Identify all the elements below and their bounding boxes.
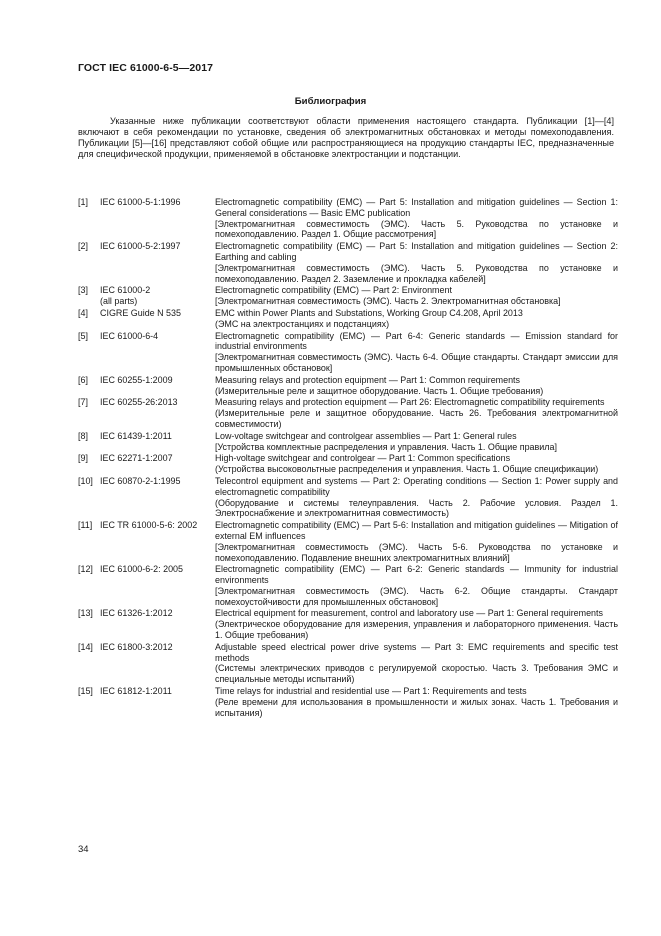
page-number: 34 bbox=[78, 844, 89, 855]
reference-description bbox=[215, 397, 618, 429]
reference-code: IEC 61000-6-2: 2005 bbox=[100, 564, 183, 575]
reference-code: CIGRE Guide N 535 bbox=[100, 307, 181, 318]
reference-description bbox=[215, 564, 618, 607]
reference-number: [4] bbox=[78, 307, 88, 318]
reference-title-line: (Реле времени для использования в промышленности и жилых зонах. Часть 1. Требования и испытания) bbox=[215, 696, 618, 718]
reference-title-line: [Электромагнитная совместимость (ЭМС). Часть 5-6. Руководства по установке и помехоподавлению. Подавление внешних электромагнитных влияний] bbox=[215, 541, 618, 563]
reference-number: [10] bbox=[78, 475, 93, 486]
reference-code: IEC 61000-5-2:1997 bbox=[100, 241, 181, 252]
reference-entry bbox=[78, 397, 618, 429]
reference-title-line: (Устройства высоковольтные распределения и управления. Часть 1. Общие спецификации) bbox=[215, 464, 599, 475]
reference-code: IEC 61000-5-1:1996 bbox=[100, 197, 181, 207]
reference-title-line: Telecontrol equipment and systems — Part 2: Operating conditions — Section 1: Power supply and electromagnetic compatibility bbox=[215, 475, 618, 497]
reference-number: [8] bbox=[78, 430, 88, 441]
reference-number: [11] bbox=[78, 520, 93, 531]
reference-title-line: (Измерительные реле и защитное оборудование. Часть 26. Требования электромагнитной совместимости) bbox=[215, 408, 618, 429]
document-code: ГОСТ IEC 61000-6-5—2017 bbox=[78, 62, 214, 74]
reference-code: IEC 61326-1:2012 bbox=[100, 608, 173, 619]
reference-title-line: Low-voltage switchgear and controlgear assemblies — Part 1: General rules bbox=[215, 430, 517, 441]
reference-code: IEC 61800-3:2012 bbox=[100, 641, 173, 652]
reference-description bbox=[215, 331, 618, 374]
reference-number: [14] bbox=[78, 641, 93, 652]
intro-paragraph: Указанные ниже публикации соответствуют области применения настоящего стандарта. Публикации [1]—[4] включают в себя рекомендации по установке, сведения об электромагнитных обстановках и методы помехоподавления. Публикации [5]—[16] представляют собой общие или распространяющиеся на продукцию стандарты IEC, предназначенные для специфической продукции, применяемой в обстановке электростанции и подстанции. bbox=[78, 116, 614, 159]
reference-description bbox=[215, 285, 618, 307]
reference-title-line: [Электромагнитная совместимость (ЭМС). Часть 5. Руководства по установке и помехоподавлению. Раздел 1. Общие рассмотрения] bbox=[215, 218, 618, 240]
reference-number: [6] bbox=[78, 374, 88, 385]
reference-code: IEC 60255-1:2009 bbox=[100, 374, 173, 385]
reference-number: [12] bbox=[78, 564, 93, 575]
reference-number: [13] bbox=[78, 608, 93, 619]
reference-title-line: Electromagnetic compatibility (EMC) — Part 6-4: Generic standards — Emission standard for industrial environments bbox=[215, 330, 618, 352]
reference-description bbox=[215, 197, 618, 240]
reference-entry bbox=[78, 642, 618, 685]
reference-description bbox=[215, 476, 618, 519]
reference-number: [3] bbox=[78, 285, 88, 296]
reference-number: [5] bbox=[78, 330, 88, 341]
reference-title-line: (ЭМС на электростанциях и подстанциях) bbox=[215, 318, 390, 329]
reference-description bbox=[215, 608, 618, 640]
reference-code: IEC 61000-2 (all parts) bbox=[100, 285, 151, 307]
reference-list bbox=[78, 197, 618, 719]
reference-title-line: [Электромагнитная совместимость (ЭМС). Часть 6-2. Общие стандарты. Стандарт помехоустойчивости для промышленных обстановок] bbox=[215, 585, 618, 607]
reference-number: [2] bbox=[78, 241, 88, 252]
reference-entry bbox=[78, 375, 618, 397]
reference-code: IEC 61439-1:2011 bbox=[100, 430, 172, 441]
reference-title-line: High-voltage switchgear and controlgear — Part 1: Common specifications bbox=[215, 453, 511, 464]
reference-title-line: Electromagnetic compatibility (EMC) — Part 2: Environment bbox=[215, 285, 452, 296]
reference-title-line: (Электрическое оборудование для измерения, управления и лабораторного применения. Часть 1. Общие требования) bbox=[215, 619, 618, 641]
reference-entry bbox=[78, 686, 618, 718]
reference-title-line: Electromagnetic compatibility (EMC) — Part 5: Installation and mitigation guidelines — Section 1: General considerations — Basic EMC publication bbox=[215, 197, 618, 218]
reference-title-line: Measuring relays and protection equipment — Part 26: Electromagnetic compatibility requirements bbox=[215, 397, 605, 408]
reference-title-line: [Электромагнитная совместимость (ЭМС). Часть 5. Руководства по установке и помехоподавлению. Раздел 2. Заземление и прокладка кабелей] bbox=[215, 262, 618, 284]
reference-title-line: Adjustable speed electrical power drive systems — Part 3: EMC requirements and specific test methods bbox=[215, 641, 618, 663]
reference-title-line: (Системы электрических приводов с регулируемой скоростью. Часть 3. Требования ЭМС и специальные методы испытаний) bbox=[215, 663, 618, 685]
reference-entry bbox=[78, 476, 618, 519]
reference-description bbox=[215, 431, 618, 453]
reference-code: IEC 60255-26:2013 bbox=[100, 397, 178, 408]
reference-entry bbox=[78, 285, 618, 307]
reference-number: [9] bbox=[78, 453, 88, 464]
reference-entry bbox=[78, 564, 618, 607]
reference-description bbox=[215, 453, 618, 475]
reference-title-line: (Оборудование и системы телеуправления. Часть 2. Рабочие условия. Раздел 1. Электроснабжение и электромагнитная совместимость) bbox=[215, 497, 618, 519]
reference-title-line: Measuring relays and protection equipment — Part 1: Common requirements bbox=[215, 374, 521, 385]
reference-description bbox=[215, 241, 618, 284]
reference-entry bbox=[78, 241, 618, 284]
reference-title-line: Electrical equipment for measurement, control and laboratory use — Part 1: General requirements bbox=[215, 608, 603, 619]
reference-description bbox=[215, 520, 618, 563]
reference-description bbox=[215, 308, 618, 330]
reference-entry bbox=[78, 453, 618, 475]
reference-code: IEC 61812-1:2011 bbox=[100, 686, 172, 697]
reference-description bbox=[215, 375, 618, 397]
reference-title-line: [Электромагнитная совместимость (ЭМС). Часть 2. Электромагнитная обстановка] bbox=[215, 296, 561, 307]
reference-entry bbox=[78, 308, 618, 330]
reference-description bbox=[215, 642, 618, 685]
reference-title-line: (Измерительные реле и защитное оборудование. Часть 1. Общие требования) bbox=[215, 385, 544, 396]
reference-number: [15] bbox=[78, 686, 93, 697]
reference-code: IEC TR 61000-5-6: 2002 bbox=[100, 520, 198, 531]
reference-entry bbox=[78, 520, 618, 563]
reference-title-line: Time relays for industrial and residential use — Part 1: Requirements and tests bbox=[215, 686, 527, 697]
reference-title-line: EMC within Power Plants and Substations, Working Group C4.208, April 2013 bbox=[215, 307, 523, 318]
reference-number: [1] bbox=[78, 197, 88, 207]
section-title: Библиография bbox=[294, 96, 367, 107]
reference-entry bbox=[78, 331, 618, 374]
reference-title-line: Electromagnetic compatibility (EMC) — Part 5: Installation and mitigation guidelines — Section 2: Earthing and cabling bbox=[215, 241, 618, 262]
reference-title-line: Electromagnetic compatibility (EMC) — Part 5-6: Installation and mitigation guidelines — Mitigation of external EM influences bbox=[215, 520, 618, 541]
reference-description bbox=[215, 686, 618, 718]
reference-entry bbox=[78, 608, 618, 640]
reference-code: IEC 61000-6-4 bbox=[100, 330, 159, 341]
reference-title-line: [Электромагнитная совместимость (ЭМС). Часть 6-4. Общие стандарты. Стандарт эмиссии для промышленных обстановок] bbox=[215, 352, 618, 373]
reference-code: IEC 62271-1:2007 bbox=[100, 453, 173, 464]
reference-title-line: [Устройства комплектные распределения и управления. Часть 1. Общие правила] bbox=[215, 441, 557, 452]
reference-title-line: Electromagnetic compatibility (EMC) — Part 6-2: Generic standards — Immunity for industrial environments bbox=[215, 564, 618, 586]
reference-entry bbox=[78, 431, 618, 453]
reference-entry bbox=[78, 197, 618, 240]
reference-code: IEC 60870-2-1:1995 bbox=[100, 475, 181, 486]
reference-number: [7] bbox=[78, 397, 88, 408]
